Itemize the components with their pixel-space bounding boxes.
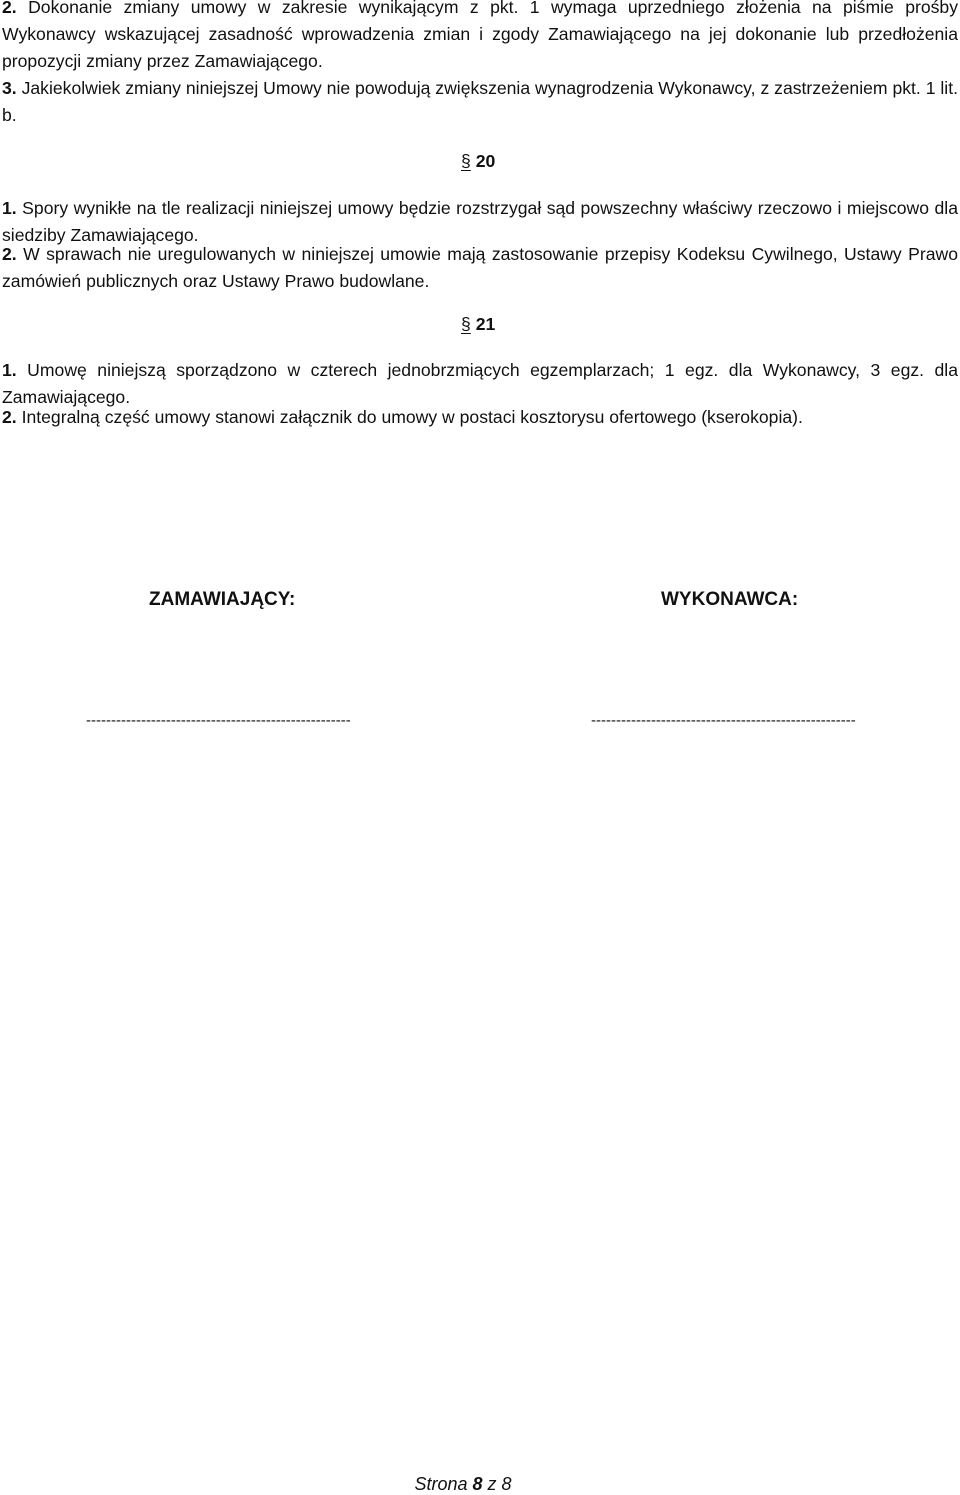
clause-number: 3. (2, 78, 17, 98)
paragraph-sign: § (461, 314, 471, 334)
clause-number: 1. (2, 360, 17, 380)
signature-label-zamawiajacy: ZAMAWIAJĄCY: (149, 589, 296, 610)
footer-separator: z (487, 1474, 497, 1494)
clause-number: 2. (2, 407, 17, 427)
clause-number: 1. (2, 198, 17, 218)
clause-text: W sprawach nie uregulowanych w niniejszej umowie mają zastosowanie przepisy Kodeksu Cywilnego, Ustawy Prawo zamówień publicznych oraz Ustawy Prawo budowlane. (2, 244, 958, 291)
clause-number: 2. (2, 244, 17, 264)
clause-text: Jakiekolwiek zmiany niniejszej Umowy nie powodują zwiększenia wynagrodzenia Wykonawcy, z zastrzeżeniem pkt. 1 lit. b. (2, 78, 958, 125)
section-20-heading (461, 150, 541, 172)
clause-19-3 (2, 75, 958, 129)
paragraph-sign: § (461, 151, 471, 171)
section-number: 21 (475, 314, 496, 334)
signature-line-right: ----------------------------------------------------- (591, 712, 856, 729)
signature-line-left: ----------------------------------------------------- (86, 712, 351, 729)
clause-21-1 (2, 357, 958, 411)
signature-label-wykonawca: WYKONAWCA: (661, 589, 799, 610)
clause-text: Integralną część umowy stanowi załącznik do umowy w postaci kosztorysu ofertowego (kserokopia). (21, 407, 803, 427)
clause-text: Umowę niniejszą sporządzono w czterech jednobrzmiących egzemplarzach; 1 egz. dla Wykonawcy, 3 egz. dla Zamawiającego. (2, 360, 958, 407)
clause-19-2 (2, 0, 958, 75)
clause-number: 2. (2, 0, 17, 17)
footer-total-pages: 8 (501, 1474, 512, 1494)
section-21-heading (461, 313, 541, 335)
section-number: 20 (475, 151, 496, 171)
clause-text: Dokonanie zmiany umowy w zakresie wynikającym z pkt. 1 wymaga uprzedniego złożenia na piśmie prośby Wykonawcy wskazującej zasadność wprowadzenia zmian i zgody Zamawiającego na jej dokonanie lub przedłożenia propozycji zmiany przez Zamawiającego. (2, 0, 959, 71)
clause-text: Spory wynikłe na tle realizacji niniejszej umowy będzie rozstrzygał sąd powszechny właściwy rzeczowo i miejscowo dla siedziby Zamawiającego. (2, 198, 958, 245)
footer-current-page: 8 (472, 1474, 483, 1494)
footer-prefix: Strona (414, 1474, 468, 1494)
page-footer (0, 1473, 926, 1495)
clause-21-2 (2, 404, 958, 431)
clause-20-2 (2, 241, 958, 295)
